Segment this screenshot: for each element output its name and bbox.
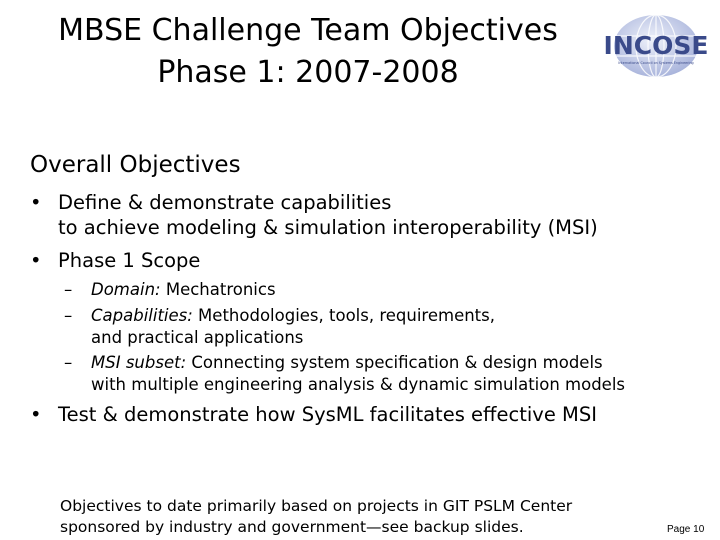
logo-tagline: International Council on Systems Engineering	[618, 61, 694, 65]
bullet-dot: •	[30, 191, 42, 214]
footnote	[60, 496, 572, 538]
bullet-dot: •	[30, 249, 42, 272]
scope-item-capabilities: – Capabilities: Methodologies, tools, requirements, and practical applications	[64, 306, 495, 347]
bullet-phase-scope: • Phase 1 Scope	[30, 249, 201, 272]
dash-marker: –	[64, 353, 73, 372]
bullet-define: • Define & demonstrate capabilities to achieve modeling & simulation interoperability (MSI)	[30, 191, 598, 239]
bullet-test-demonstrate: • Test & demonstrate how SysML facilitates effective MSI	[30, 403, 597, 426]
scope-item-msi-subset: – MSI subset: Connecting system specification & design models with multiple engineering analysis & dynamic simulation models	[64, 353, 626, 394]
footnote-line-2: sponsored by industry and government—see backup slides.	[60, 518, 524, 536]
bullet-dot: •	[30, 403, 42, 426]
section-heading: Overall Objectives	[30, 152, 241, 178]
page-number: Page 10	[667, 524, 705, 535]
scope-item-domain: – Domain: Mechatronics	[64, 280, 276, 299]
dash-marker: –	[64, 280, 73, 299]
title-line-1: MBSE Challenge Team Objectives	[58, 13, 558, 48]
logo-wordmark: INCOSE	[604, 31, 709, 60]
title-line-2: Phase 1: 2007-2008	[157, 55, 459, 90]
slide-title	[18, 10, 598, 94]
dash-marker: –	[64, 306, 73, 325]
footnote-line-1: Objectives to date primarily based on projects in GIT PSLM Center	[60, 497, 573, 515]
incose-logo	[604, 14, 712, 78]
